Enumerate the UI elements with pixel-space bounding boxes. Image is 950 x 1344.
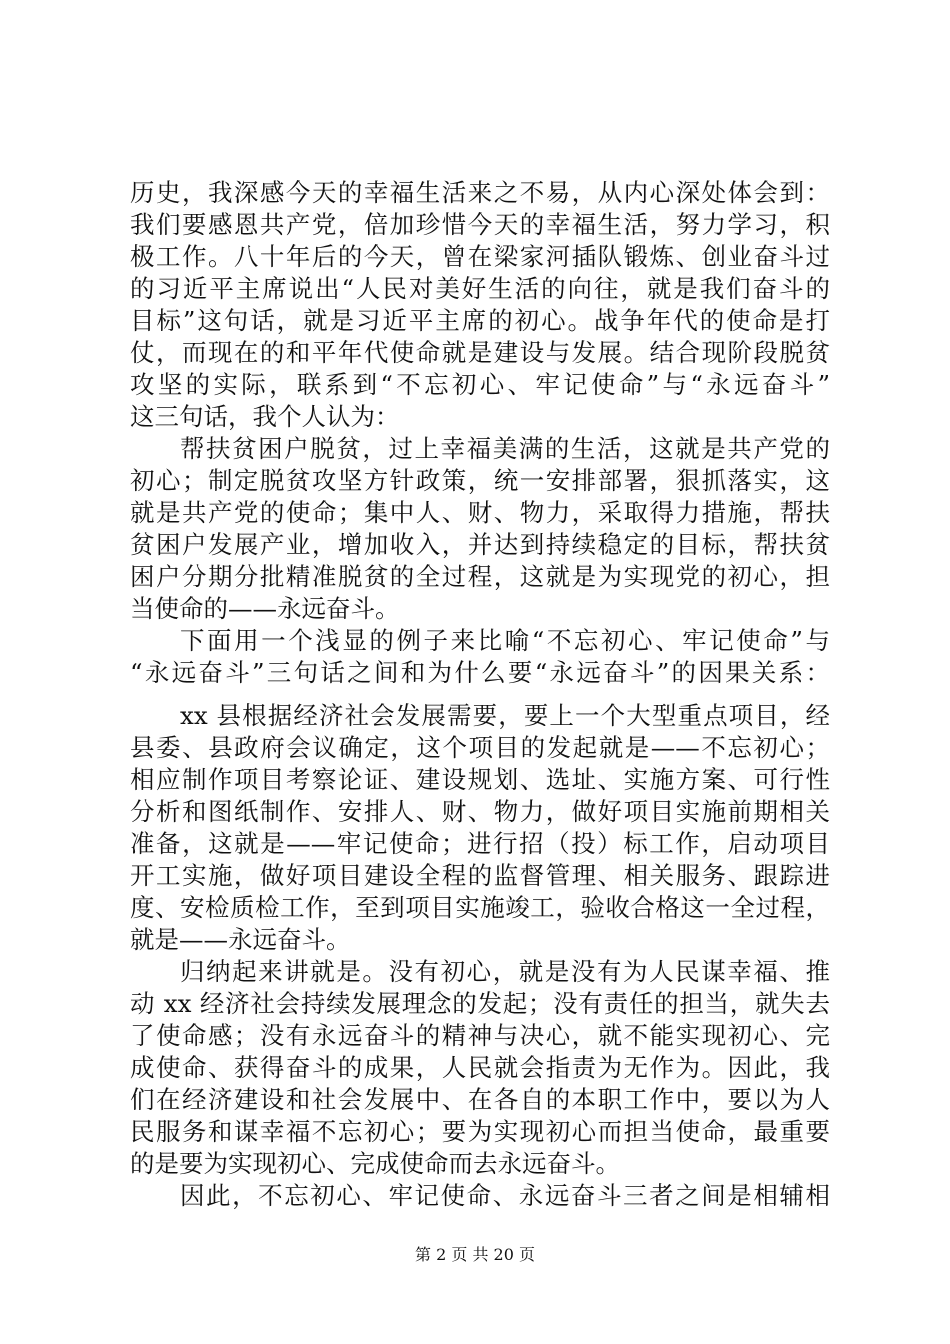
- text-line: 民服务和谋幸福不忘初心；要为实现初心而担当使命，最重要: [130, 1117, 830, 1146]
- text-line: “永远奋斗”三句话之间和为什么要“永远奋斗”的因果关系：: [130, 658, 830, 687]
- text-line: 成使命、获得奋斗的成果，人民就会指责为无作为。因此，我: [130, 1053, 830, 1082]
- text-line: 攻坚的实际，联系到“不忘初心、牢记使命”与“永远奋斗”: [130, 370, 830, 399]
- text-line: 贫困户发展产业，增加收入，并达到持续稳定的目标，帮扶贫: [130, 530, 830, 559]
- text-line: 准备，这就是——牢记使命；进行招（投）标工作，启动项目: [130, 829, 830, 858]
- text-line: 极工作。八十年后的今天，曾在梁家河插队锻炼、创业奋斗过: [130, 242, 830, 271]
- text-line: 分析和图纸制作、安排人、财、物力，做好项目实施前期相关: [130, 797, 830, 826]
- text-line: 县委、县政府会议确定，这个项目的发起就是——不忘初心；: [130, 733, 830, 762]
- text-line: 们在经济建设和社会发展中、在各自的本职工作中，要以为人: [130, 1085, 830, 1114]
- text-line: 就是——永远奋斗。: [130, 925, 351, 954]
- text-line: 我们要感恩共产党，倍加珍惜今天的幸福生活，努力学习，积: [130, 210, 830, 239]
- text-line: 相应制作项目考察论证、建设规划、选址、实施方案、可行性: [130, 765, 830, 794]
- text-line: 这三句话，我个人认为：: [130, 402, 400, 431]
- text-line: xx 县根据经济社会发展需要，要上一个大型重点项目，经: [180, 701, 830, 730]
- text-line: 因此，不忘初心、牢记使命、永远奋斗三者之间是相辅相: [180, 1181, 830, 1210]
- text-line: 动 xx 经济社会持续发展理念的发起；没有责任的担当，就失去: [130, 989, 830, 1018]
- text-line: 了使命感；没有永远奋斗的精神与决心，就不能实现初心、完: [130, 1021, 830, 1050]
- text-line: 度、安检质检工作，至到项目实施竣工，验收合格这一全过程，: [130, 893, 830, 922]
- text-line: 困户分期分批精准脱贫的全过程，这就是为实现党的初心，担: [130, 562, 830, 591]
- text-line: 归纳起来讲就是。没有初心，就是没有为人民谋幸福、推: [180, 957, 830, 986]
- text-line: 历史，我深感今天的幸福生活来之不易，从内心深处体会到：: [130, 178, 830, 207]
- text-line: 初心；制定脱贫攻坚方针政策，统一安排部署，狠抓落实，这: [130, 466, 830, 495]
- text-line: 开工实施，做好项目建设全程的监督管理、相关服务、跟踪进: [130, 861, 830, 890]
- text-line: 目标”这句话，就是习近平主席的初心。战争年代的使命是打: [130, 306, 830, 335]
- text-line: 仗，而现在的和平年代使命就是建设与发展。结合现阶段脱贫: [130, 338, 830, 367]
- text-line: 的是要为实现初心、完成使命而去永远奋斗。: [130, 1149, 620, 1178]
- text-line: 的习近平主席说出“人民对美好生活的向往，就是我们奋斗的: [130, 274, 830, 303]
- page-number-footer: 第 2 页 共 20 页: [415, 1245, 535, 1264]
- text-line: 下面用一个浅显的例子来比喻“不忘初心、牢记使命”与: [180, 626, 830, 655]
- text-line: 当使命的——永远奋斗。: [130, 594, 400, 623]
- text-line: 帮扶贫困户脱贫，过上幸福美满的生活，这就是共产党的: [180, 434, 830, 463]
- text-line: 就是共产党的使命；集中人、财、物力，采取得力措施，帮扶: [130, 498, 830, 527]
